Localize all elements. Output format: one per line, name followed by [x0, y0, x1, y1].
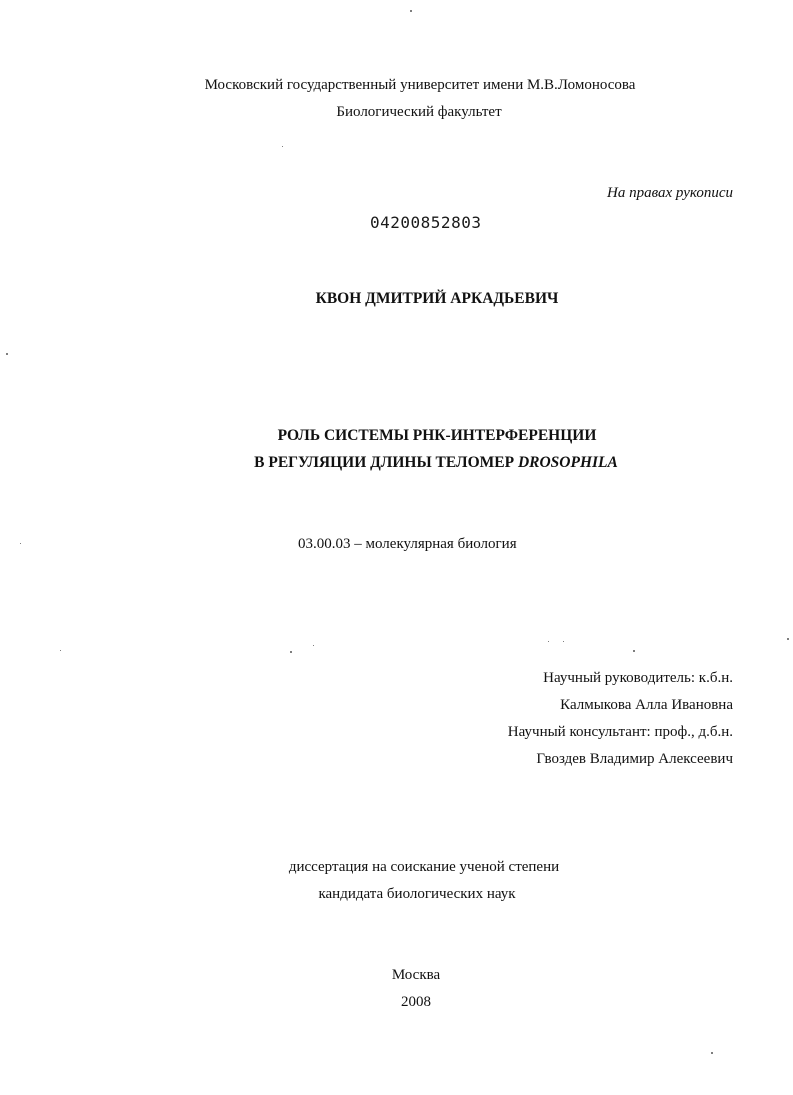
faculty-name: Биологический факультет: [336, 104, 502, 120]
thesis-title-line-2: [254, 454, 618, 472]
consultant-label: Научный консультант: проф., д.б.н.: [507, 724, 733, 740]
city: Москва: [391, 967, 441, 983]
scan-speck: [313, 645, 314, 646]
scan-speck: [410, 10, 412, 12]
scan-speck: [20, 543, 21, 544]
scan-speck: [6, 353, 8, 355]
catalog-number: 04200852803: [370, 213, 482, 232]
manuscript-note: На правах рукописи: [607, 185, 733, 201]
scan-speck: [282, 146, 283, 147]
scan-speck: [633, 650, 635, 652]
thesis-title-line-2-text: В РЕГУЛЯЦИИ ДЛИНЫ ТЕЛОМЕР: [254, 454, 515, 471]
thesis-title-line-1: РОЛЬ СИСТЕМЫ РНК-ИНТЕРФЕРЕНЦИИ: [277, 427, 597, 444]
scan-speck: [290, 651, 292, 653]
degree-line-2: кандидата биологических наук: [318, 886, 516, 902]
scan-speck: [711, 1052, 713, 1054]
thesis-title-organism: DROSOPHILA: [517, 454, 618, 471]
scan-speck: [563, 641, 564, 642]
consultant-name: Гвоздев Владимир Алексеевич: [536, 751, 733, 767]
scan-speck: [787, 638, 789, 640]
university-name: Московский государственный университет имени М.В.Ломоносова: [204, 77, 636, 93]
degree-line-1: диссертация на соискание ученой степени: [288, 859, 560, 875]
year: 2008: [401, 994, 431, 1010]
advisor-label: Научный руководитель: к.б.н.: [543, 670, 733, 686]
advisor-name: Калмыкова Алла Ивановна: [560, 697, 733, 713]
scan-speck: [60, 650, 61, 651]
scan-speck: [548, 641, 549, 642]
author-name: КВОН ДМИТРИЙ АРКАДЬЕВИЧ: [315, 290, 559, 307]
specialty-code: 03.00.03 – молекулярная биология: [298, 536, 517, 552]
